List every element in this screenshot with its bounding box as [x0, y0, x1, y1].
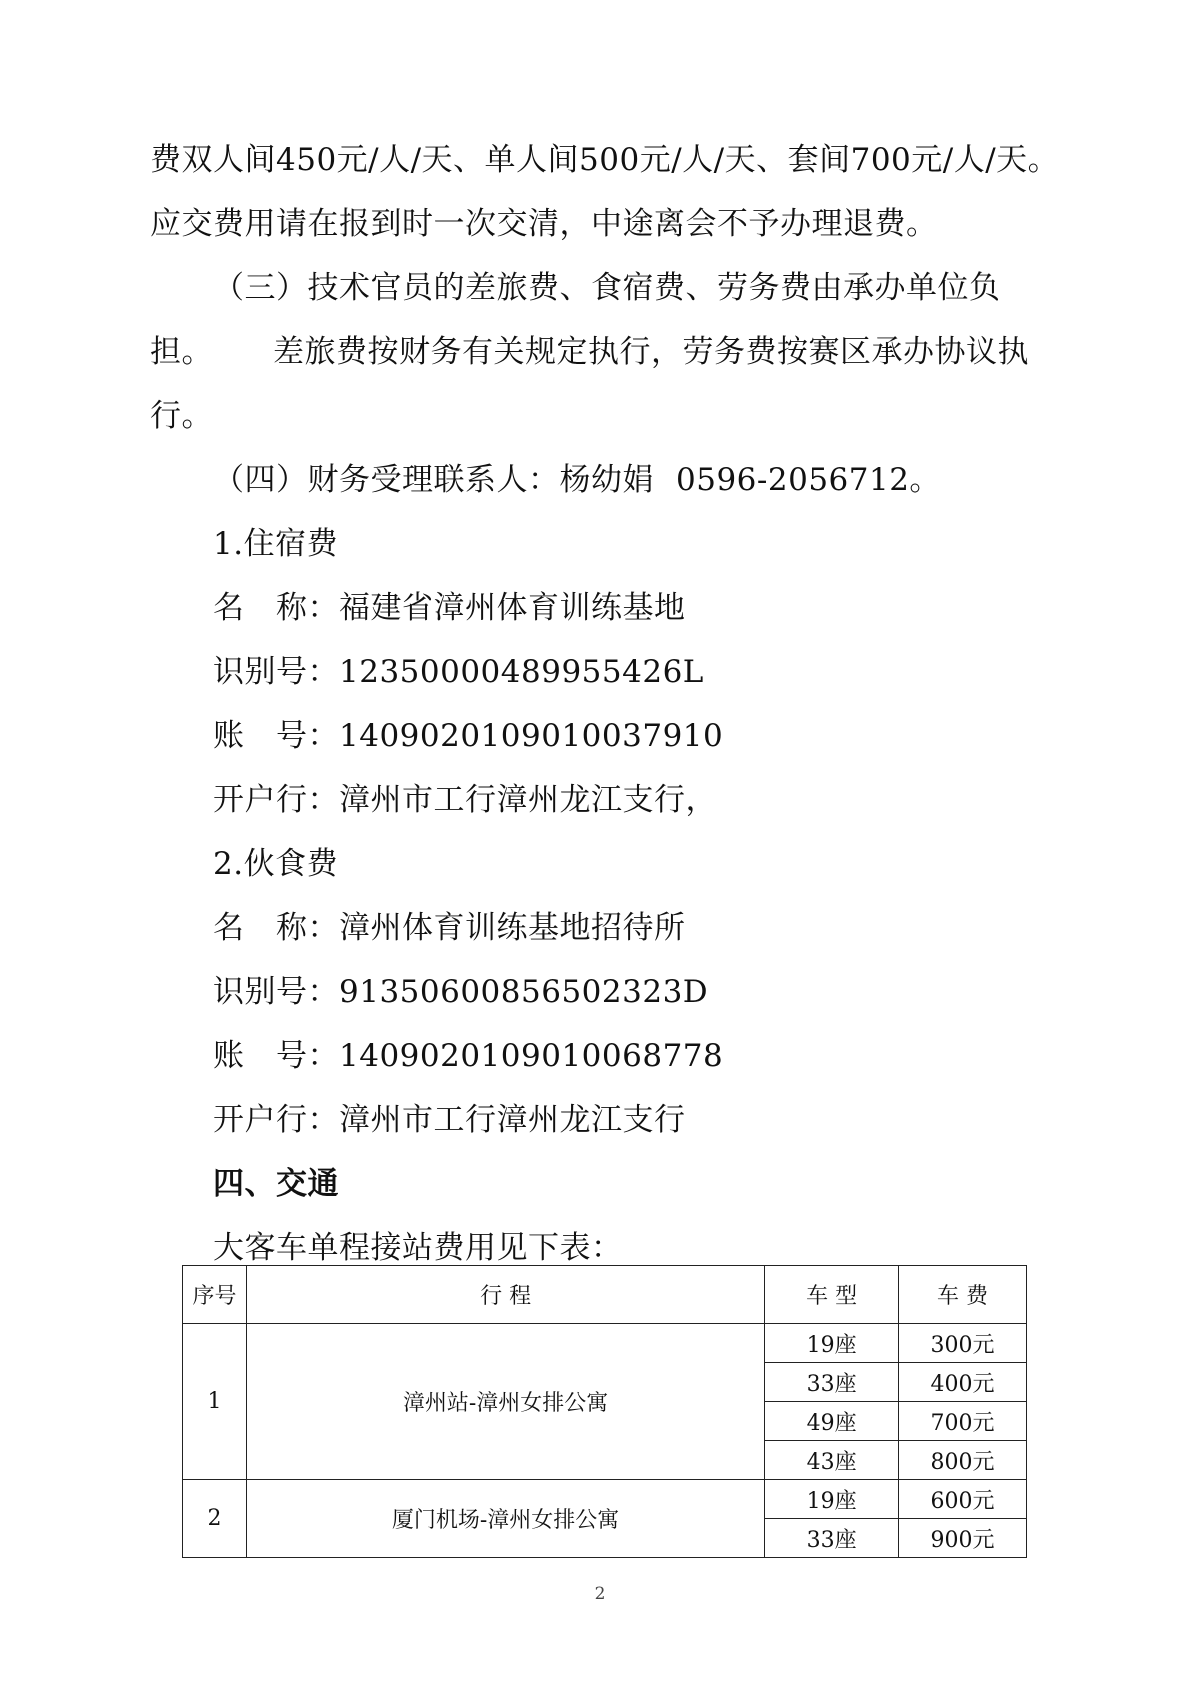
route-cell: 漳州站-漳州女排公寓 — [246, 1324, 764, 1480]
field-label: 名 称： — [213, 590, 339, 626]
field-value: 1409020109010037910 — [339, 718, 724, 754]
contact-phone: 0596-2056712。 — [676, 462, 941, 498]
header-cell: 车 费 — [899, 1266, 1027, 1324]
paragraph-officials-costs: （三）技术官员的差旅费、食宿费、劳务费由承办单位负 — [213, 270, 1001, 306]
field-label: 账 号： — [213, 718, 339, 754]
paragraph-officials-costs-end: 行。 — [150, 398, 213, 434]
field-value: 1409020109010068778 — [339, 1038, 724, 1074]
vehicle-type-cell: 19座 — [765, 1480, 899, 1519]
meals-account-row — [213, 1036, 1123, 1076]
fee-cell: 400元 — [899, 1363, 1027, 1402]
accommodation-heading: 1.住宿费 — [213, 526, 339, 562]
field-value: 漳州市工行漳州龙江支行 — [339, 1102, 686, 1138]
field-label: 识别号： — [213, 654, 339, 690]
page-number: 2 — [594, 1584, 606, 1604]
vehicle-type-cell: 43座 — [765, 1441, 899, 1480]
fee-cell: 700元 — [899, 1402, 1027, 1441]
paragraph-officials-costs-cont — [150, 332, 1060, 372]
header-cell: 行 程 — [246, 1266, 764, 1324]
field-value: 福建省漳州体育训练基地 — [339, 590, 686, 626]
header-cell: 车 型 — [765, 1266, 899, 1324]
accommodation-id-row — [213, 652, 1123, 692]
field-label: 名 称： — [213, 910, 339, 946]
accommodation-name-row — [213, 588, 1123, 628]
paragraph-fragment: 差旅费按财务有关规定执行，劳务费按赛区承办协议执 — [273, 334, 1029, 370]
field-label: 开户行： — [213, 1102, 339, 1138]
table-row — [183, 1324, 1027, 1363]
vehicle-type-cell: 49座 — [765, 1402, 899, 1441]
paragraph-payment-note: 应交费用请在报到时一次交清，中途离会不予办理退费。 — [150, 206, 938, 242]
field-value: 漳州市工行漳州龙江支行， — [339, 782, 717, 818]
fee-cell: 600元 — [899, 1480, 1027, 1519]
route-cell: 厦门机场-漳州女排公寓 — [246, 1480, 764, 1558]
vehicle-type-cell: 19座 — [765, 1324, 899, 1363]
field-value: 漳州体育训练基地招待所 — [339, 910, 686, 946]
row-number: 2 — [183, 1480, 247, 1558]
row-number: 1 — [183, 1324, 247, 1480]
field-value: 91350600856502323D — [339, 974, 709, 1010]
header-cell: 序号 — [183, 1266, 247, 1324]
field-label: 开户行： — [213, 782, 339, 818]
fee-cell: 800元 — [899, 1441, 1027, 1480]
meals-bank-row — [213, 1100, 1123, 1140]
table-header-row — [183, 1266, 1027, 1324]
accommodation-bank-row — [213, 780, 1123, 820]
field-value: 12350000489955426L — [339, 654, 704, 690]
section-heading-transport: 四、交通 — [213, 1166, 339, 1202]
vehicle-type-cell: 33座 — [765, 1363, 899, 1402]
vehicle-type-cell: 33座 — [765, 1519, 899, 1558]
fare-table — [182, 1265, 1027, 1558]
paragraph-fragment: 担。 — [150, 334, 213, 370]
fee-cell: 900元 — [899, 1519, 1027, 1558]
meals-heading: 2.伙食费 — [213, 846, 339, 882]
paragraph-finance-contact — [213, 460, 1123, 500]
field-label: 识别号： — [213, 974, 339, 1010]
field-label: 账 号： — [213, 1038, 339, 1074]
table-row — [183, 1480, 1027, 1519]
transport-intro: 大客车单程接站费用见下表： — [213, 1230, 623, 1266]
fee-cell: 300元 — [899, 1324, 1027, 1363]
accommodation-account-row — [213, 716, 1123, 756]
meals-id-row — [213, 972, 1123, 1012]
paragraph-room-rates: 费双人间450元/人/天、单人间500元/人/天、套间700元/人/天。 — [150, 142, 1060, 178]
meals-name-row — [213, 908, 1123, 948]
contact-label: （四）财务受理联系人：杨幼娟 — [213, 462, 654, 498]
